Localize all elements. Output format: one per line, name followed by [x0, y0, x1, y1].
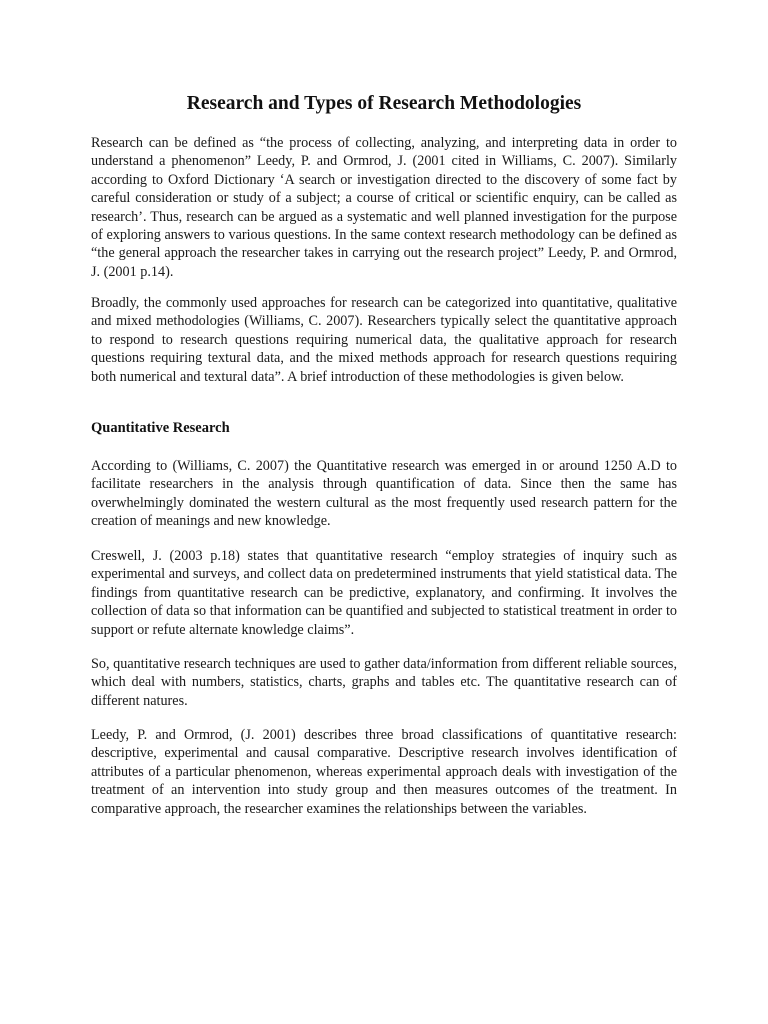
paragraph-classifications: Leedy, P. and Ormrod, (J. 2001) describes three broad classifications of quantitative research: descriptive, experimental and causal comparative. Descriptive research involves identification of attributes of a particular phenomenon, whereas experimental approach deals with investigation of the treatment of an intervention into study group and then measures outcomes of the treatment. In comparative approach, the researcher examines the relationships between the variables. [91, 727, 677, 817]
paragraph-quantitative-history: According to (Williams, C. 2007) the Quantitative research was emerged in or around 1250 A.D to facilitate researchers in the analysis through quantification of data. Since then the same has overwhelmingly dominated the western cultural as the most frequently used research pattern for the creation of meanings and new knowledge. [91, 458, 677, 530]
paragraph-creswell: Creswell, J. (2003 p.18) states that quantitative research “employ strategies of inquiry such as experimental and surveys, and collect data on predetermined instruments that yield statistical data. The findings from quantitative research can be predictive, explanatory, and confirming. It involves the collection of data so that information can be quantified and subjected to statistical treatment in order to support or refute alternate knowledge claims”. [91, 548, 677, 638]
paragraph-research-definition: Research can be defined as “the process of collecting, analyzing, and interpreting data in order to understand a phenomenon” Leedy, P. and Ormrod, J. (2001 cited in Williams, C. 2007). Similarly according to Oxford Dictionary ‘A search or investigation directed to the discovery of some fact by careful consideration or study of a subject; a course of critical or scientific enquiry, can be called as research’. Thus, research can be argued as a systematic and well planned investigation for the purpose of exploring answers to various questions. In the same context research methodology can be defined as “the general approach the researcher takes in carrying out the research project” Leedy, P. and Ormrod, J. (2001 p.14). [91, 135, 677, 280]
paragraph-research-approaches: Broadly, the commonly used approaches for research can be categorized into quantitative, qualitative and mixed methodologies (Williams, C. 2007). Researchers typically select the quantitative approach to respond to research questions requiring numerical data, the qualitative approach for research questions requiring textural data, and the mixed methods approach for research questions requiring both numerical and textural data”. A brief introduction of these methodologies is given below. [91, 295, 677, 385]
paragraph-techniques: So, quantitative research techniques are used to gather data/information from different reliable sources, which deal with numbers, statistics, charts, graphs and tables etc. The quantitative research can of different natures. [91, 656, 677, 709]
document-title: Research and Types of Research Methodologies [186, 93, 582, 114]
section-heading-quantitative: Quantitative Research [91, 420, 230, 436]
